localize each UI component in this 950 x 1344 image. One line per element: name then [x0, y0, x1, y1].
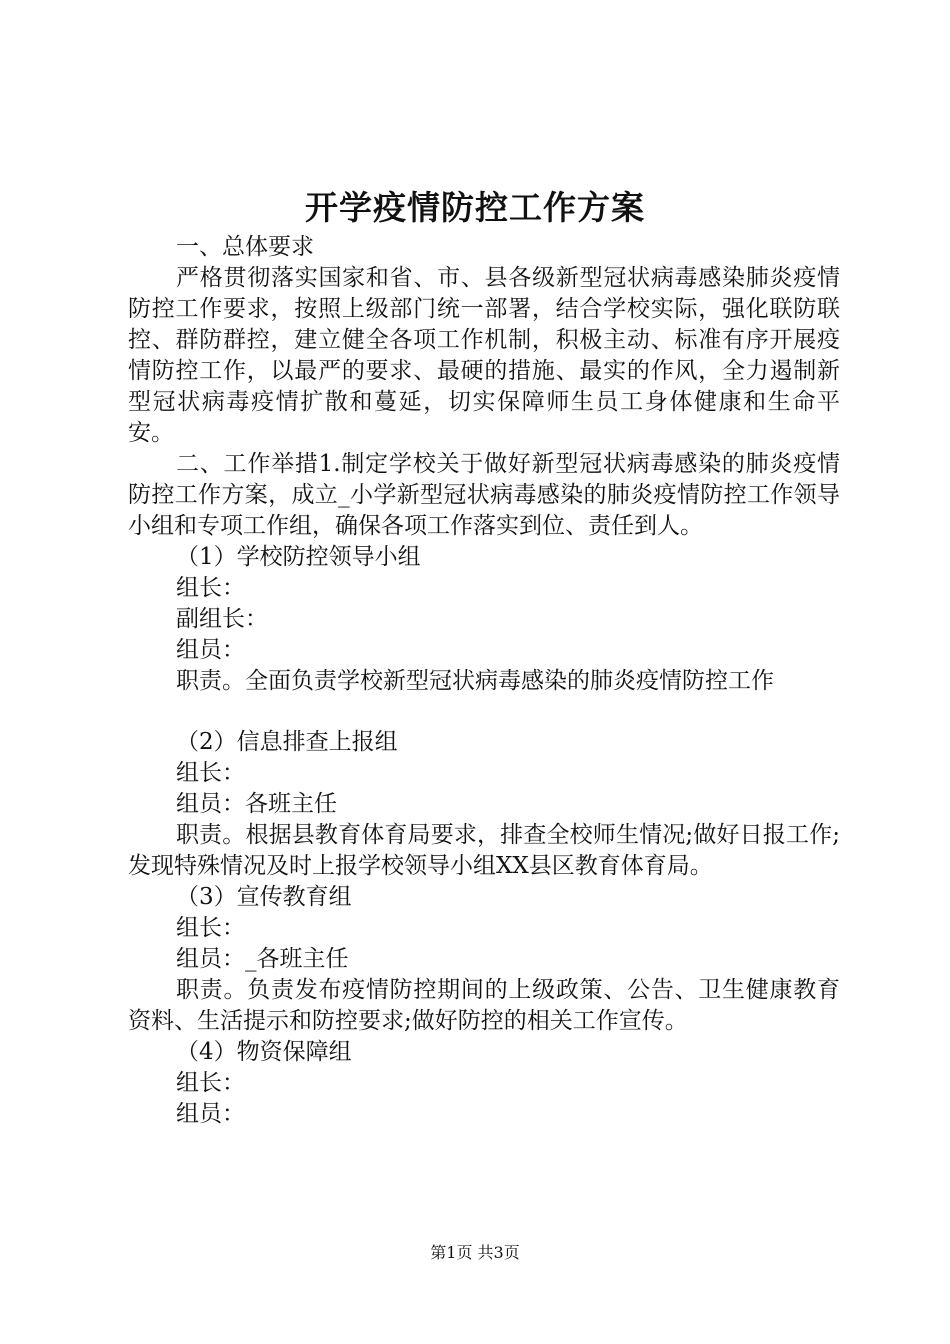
leadership-group-deputy-leader: 副组长： — [176, 606, 268, 632]
publicity-group-members: 组员：_各班主任 — [176, 946, 349, 972]
publicity-group-leader: 组长： — [176, 915, 245, 941]
subheading-leadership-group: （1）学校防控领导小组 — [176, 544, 421, 570]
document-title: 开学疫情防控工作方案 — [305, 188, 645, 227]
info-reporting-group-leader: 组长： — [176, 760, 245, 786]
info-reporting-group-members: 组员：各班主任 — [176, 791, 337, 817]
leadership-group-duties: 职责。全面负责学校新型冠状病毒感染的肺炎疫情防控工作 — [176, 668, 774, 694]
paragraph-work-measures: 二、工作举措1.制定学校关于做好新型冠状病毒感染的肺炎疫情防控工作方案，成立_小学新型冠状病毒感染的肺炎疫情防控工作领导小组和专项工作组，确保各项工作落实到位、责任到人。 — [128, 451, 840, 539]
leadership-group-members: 组员： — [176, 637, 245, 663]
supplies-group-leader: 组长： — [176, 1070, 245, 1096]
section-heading-general-requirements: 一、总体要求 — [176, 234, 314, 260]
publicity-group-duties: 职责。负责发布疫情防控期间的上级政策、公告、卫生健康教育资料、生活提示和防控要求;做好防控的相关工作宣传。 — [128, 977, 840, 1034]
subheading-info-reporting-group: （2）信息排查上报组 — [176, 729, 398, 755]
supplies-group-members: 组员： — [176, 1101, 245, 1127]
document-body — [128, 232, 840, 1130]
leadership-group-leader: 组长： — [176, 575, 245, 601]
info-reporting-group-duties: 职责。根据县教育体育局要求，排查全校师生情况;做好日报工作;发现特殊情况及时上报学校领导小组XX县区教育体育局。 — [128, 822, 840, 879]
subheading-publicity-group: （3）宣传教育组 — [176, 884, 352, 910]
paragraph-general-requirements: 严格贯彻落实国家和省、市、县各级新型冠状病毒感染肺炎疫情防控工作要求，按照上级部门统一部署，结合学校实际，强化联防联控、群防群控，建立健全各项工作机制，积极主动、标准有序开展疫情防控工作，以最严的要求、最硬的措施、最实的作风，全力遏制新型冠状病毒疫情扩散和蔓延，切实保障师生员工身体健康和生命平安。 — [128, 265, 840, 446]
paragraph-spacer — [128, 697, 840, 727]
subheading-supplies-group: （4）物资保障组 — [176, 1039, 352, 1065]
page-number-footer: 第1页 共3页 — [430, 1243, 520, 1262]
